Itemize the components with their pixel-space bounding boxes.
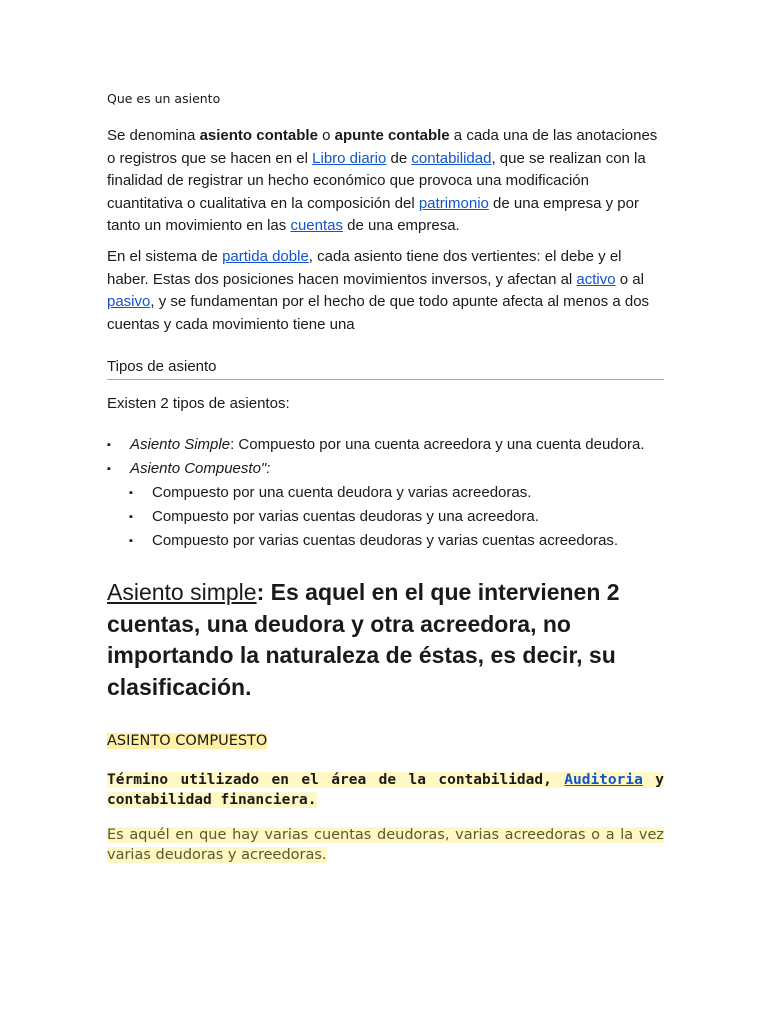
list-item-text: : Compuesto por una cuenta acreedora y una cuenta deudora. bbox=[230, 436, 645, 453]
term-apunte-contable: apunte contable bbox=[334, 127, 450, 144]
list-item bbox=[107, 435, 667, 459]
asiento-simple-definition bbox=[107, 577, 664, 703]
intro-text: Existen 2 tipos de asientos: bbox=[107, 395, 290, 412]
text: y contabilidad financiera. bbox=[107, 772, 664, 808]
text: de bbox=[386, 149, 412, 167]
bullet-icon: ▪ bbox=[129, 487, 133, 499]
text: , que se realizan con la finalidad de registrar un hecho económico que provoca una modificación cuantitativa o cualitativa en la composición del bbox=[107, 149, 646, 212]
text: Término utilizado en el área de la contabilidad, bbox=[107, 772, 565, 788]
text: En el sistema de bbox=[107, 248, 223, 265]
text: Se denomina bbox=[107, 127, 200, 144]
text: de una empresa. bbox=[342, 217, 460, 235]
link-libro-diario[interactable]: Libro diario bbox=[312, 149, 387, 167]
paragraph-partida-doble bbox=[107, 246, 664, 336]
text: o bbox=[317, 127, 335, 144]
term-asiento-contable: asiento contable bbox=[199, 127, 318, 144]
text: , cada asiento tiene dos vertientes: el debe y el haber. Estas dos posiciones hacen movimientos inversos, y afectan al bbox=[107, 248, 622, 288]
section-heading-tipos: Tipos de asiento bbox=[107, 358, 664, 380]
link-cuentas[interactable]: cuentas bbox=[290, 217, 343, 235]
text: Es aquél en que hay varias cuentas deudoras, varias acreedoras o a la vez varias deudoras y acreedoras. bbox=[107, 827, 664, 863]
list-subitem bbox=[107, 483, 667, 507]
asiento-compuesto-definition bbox=[107, 825, 664, 865]
link-partida-doble[interactable]: partida doble bbox=[222, 248, 309, 265]
asiento-simple-text: : Es aquel en el que intervienen 2 cuentas, una deudora y otra acreedora, no importando la naturaleza de éstas, es decir, su clasificación. bbox=[107, 579, 620, 700]
link-pasivo[interactable]: pasivo bbox=[107, 293, 151, 311]
link-contabilidad[interactable]: contabilidad bbox=[411, 149, 492, 167]
text: de una empresa y por tanto un movimiento en las bbox=[107, 194, 639, 235]
section-heading-que-es: Que es un asiento bbox=[107, 91, 221, 106]
text: o al bbox=[615, 270, 644, 288]
bullet-list bbox=[107, 435, 667, 555]
bullet-icon: ▪ bbox=[107, 439, 111, 451]
list-item-text: Compuesto por varias cuentas deudoras y una acreedora. bbox=[152, 508, 539, 525]
list-subitem bbox=[107, 507, 667, 531]
text: a cada una de las anotaciones o registros que se hacen en el bbox=[107, 127, 658, 167]
list-subitem bbox=[107, 531, 667, 555]
list-item bbox=[107, 459, 667, 483]
asiento-simple-title: Asiento simple bbox=[107, 579, 257, 605]
paragraph-definition bbox=[107, 125, 664, 238]
termino-paragraph bbox=[107, 770, 664, 810]
list-item-term: Asiento Simple bbox=[130, 436, 231, 453]
text: , y se fundamentan por el hecho de que todo apunte afecta al menos a dos cuentas y cada movimiento tiene una bbox=[107, 293, 650, 333]
bullet-icon: ▪ bbox=[129, 511, 133, 523]
link-patrimonio[interactable]: patrimonio bbox=[418, 194, 489, 212]
bullet-icon: ▪ bbox=[107, 463, 111, 475]
list-item-term: Asiento Compuesto": bbox=[130, 460, 271, 477]
link-activo[interactable]: activo bbox=[576, 270, 616, 288]
list-item-text: Compuesto por varias cuentas deudoras y varias cuentas acreedoras. bbox=[152, 532, 619, 549]
list-item-text: Compuesto por una cuenta deudora y varias acreedoras. bbox=[152, 484, 532, 501]
link-auditoria[interactable]: Auditoria bbox=[564, 772, 643, 788]
asiento-compuesto-heading: ASIENTO COMPUESTO bbox=[107, 733, 268, 749]
bullet-icon: ▪ bbox=[129, 535, 133, 547]
